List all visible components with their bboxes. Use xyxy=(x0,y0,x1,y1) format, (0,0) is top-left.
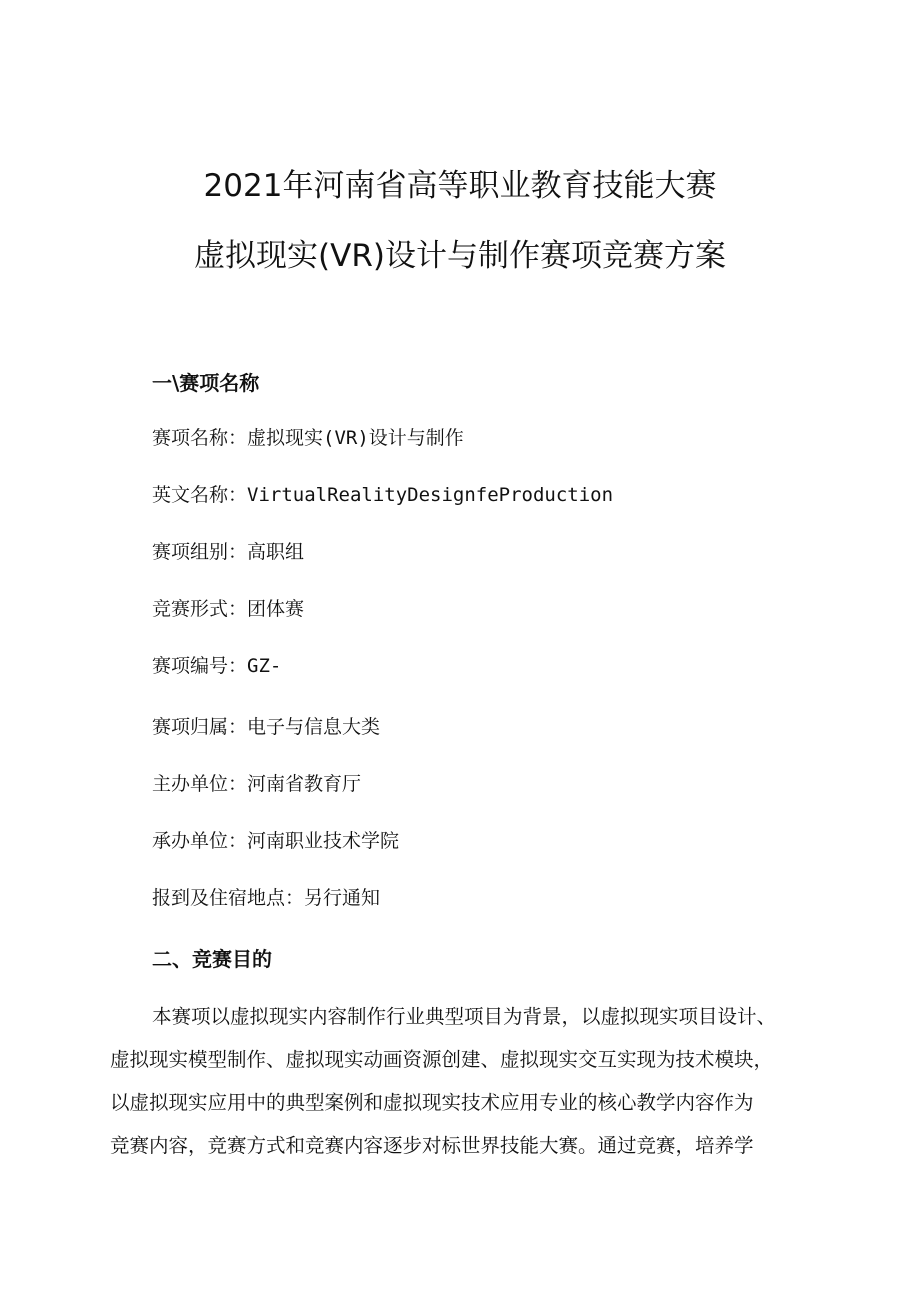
paragraph-line-2: 虚拟现实模型制作、虚拟现实动画资源创建、虚拟现实交互实现为技术模块， xyxy=(110,1048,774,1071)
field-english-name: 英文名称：VirtualRealityDesignfeProduction xyxy=(152,484,614,506)
field-competition-form: 竞赛形式：团体赛 xyxy=(152,598,305,620)
document-title-line-2: 虚拟现实(VR)设计与制作赛项竞赛方案 xyxy=(194,238,726,274)
field-check-in-location: 报到及住宿地点：另行通知 xyxy=(152,887,381,909)
section-heading-2: 二、竞赛目的 xyxy=(152,947,272,971)
paragraph-line-4: 竞赛内容，竞赛方式和竞赛内容逐步对标世界技能大赛。通过竞赛，培养学 xyxy=(110,1134,754,1157)
field-organizer: 主办单位：河南省教育厅 xyxy=(152,773,362,795)
field-event-name: 赛项名称：虚拟现实(VR)设计与制作 xyxy=(152,427,464,449)
paragraph-line-3: 以虚拟现实应用中的典型案例和虚拟现实技术应用专业的核心教学内容作为 xyxy=(110,1091,754,1114)
field-host: 承办单位：河南职业技术学院 xyxy=(152,830,400,852)
field-event-group: 赛项组别：高职组 xyxy=(152,541,305,563)
paragraph-line-1: 本赛项以虚拟现实内容制作行业典型项目为背景，以虚拟现实项目设计、 xyxy=(152,1005,777,1028)
field-event-category: 赛项归属：电子与信息大类 xyxy=(152,716,381,738)
field-event-number: 赛项编号：GZ- xyxy=(152,655,282,677)
section-heading-1: 一\赛项名称 xyxy=(152,371,260,395)
document-title-line-1: 2021年河南省高等职业教育技能大赛 xyxy=(203,168,717,204)
